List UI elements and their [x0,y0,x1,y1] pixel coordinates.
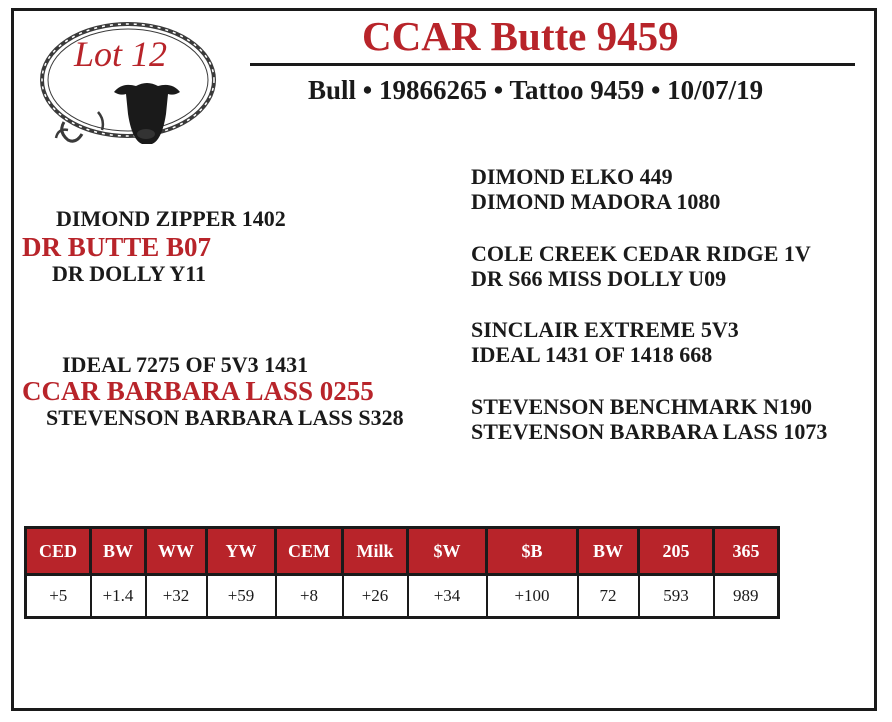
epd-header-milk: Milk [343,528,408,575]
epd-value-actual-bw: 72 [578,575,639,618]
epd-header-ww: WW [146,528,207,575]
sire-sire-sire: DIMOND ELKO 449 [471,164,673,189]
epd-value-205: 593 [639,575,714,618]
sire-sire-dam: DIMOND MADORA 1080 [471,189,721,214]
epd-value-cem: +8 [276,575,343,618]
epd-header-actual-bw: BW [578,528,639,575]
epd-header-205: 205 [639,528,714,575]
animal-info: Bull • 19866265 • Tattoo 9459 • 10/07/19 [308,75,764,105]
epd-header-ced: CED [26,528,91,575]
sire-dam-dam: DR S66 MISS DOLLY U09 [471,266,727,291]
lot-label: Lot 12 [74,34,168,74]
epd-value-bw: +1.4 [91,575,146,618]
epd-table [24,526,780,619]
epd-value-milk: +26 [343,575,408,618]
title-divider [250,63,855,66]
epd-value-365: 989 [714,575,779,618]
dam-dam-dam: STEVENSON BARBARA LASS 1073 [471,419,828,444]
epd-header-365: 365 [714,528,779,575]
sire-dam: DR DOLLY Y11 [52,261,207,286]
epd-header-cem: CEM [276,528,343,575]
sire-sire: DIMOND ZIPPER 1402 [56,206,286,231]
epd-value-yw: +59 [207,575,276,618]
page-title: CCAR Butte 9459 [362,13,679,59]
epd-value-dollar-w: +34 [408,575,487,618]
dam-name: CCAR BARBARA LASS 0255 [22,376,374,406]
epd-value-dollar-b: +100 [487,575,578,618]
epd-value-row [26,575,779,618]
sire-name: DR BUTTE B07 [22,232,212,262]
epd-header-dollar-w: $W [408,528,487,575]
dam-sire: IDEAL 7275 OF 5V3 1431 [62,352,309,377]
dam-dam-sire: STEVENSON BENCHMARK N190 [471,394,813,419]
epd-header-bw: BW [91,528,146,575]
epd-header-row [26,528,779,575]
dam-dam: STEVENSON BARBARA LASS S328 [46,405,404,430]
epd-value-ced: +5 [26,575,91,618]
epd-header-yw: YW [207,528,276,575]
epd-value-ww: +32 [146,575,207,618]
sire-dam-sire: COLE CREEK CEDAR RIDGE 1V [471,241,811,266]
epd-header-dollar-b: $B [487,528,578,575]
dam-sire-dam: IDEAL 1431 OF 1418 668 [471,342,713,367]
dam-sire-sire: SINCLAIR EXTREME 5V3 [471,317,739,342]
